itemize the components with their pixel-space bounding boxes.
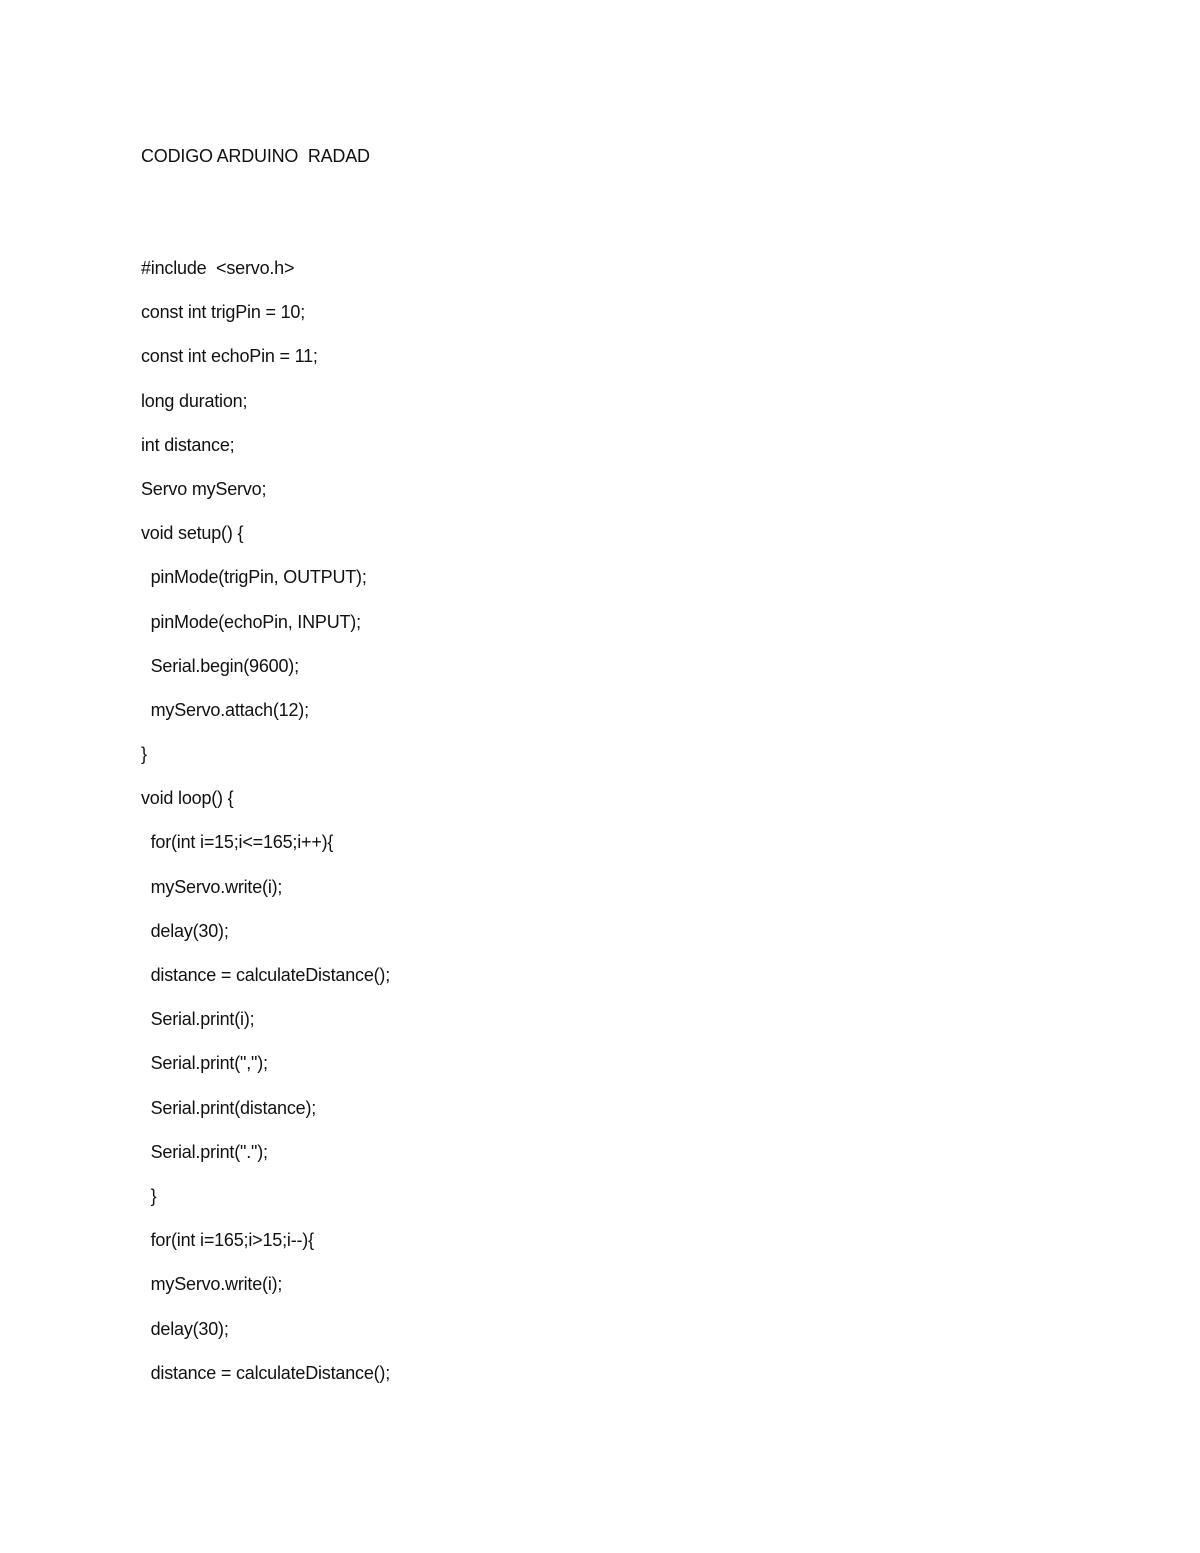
code-block	[141, 256, 390, 1405]
code-line: long duration;	[141, 390, 248, 411]
code-line: #include <servo.h>	[141, 258, 295, 278]
code-line: for(int i=15;i<=165;i++){	[141, 832, 334, 853]
code-line: distance = calculateDistance();	[141, 1362, 391, 1383]
code-line: }	[141, 1185, 157, 1206]
code-line: delay(30);	[141, 1318, 229, 1339]
code-line: for(int i=165;i>15;i--){	[141, 1230, 314, 1251]
code-line: delay(30);	[141, 920, 229, 941]
code-line: pinMode(echoPin, INPUT);	[141, 611, 361, 632]
code-line: pinMode(trigPin, OUTPUT);	[141, 567, 367, 588]
code-line: const int trigPin = 10;	[141, 302, 305, 323]
code-line: void loop() {	[141, 788, 234, 809]
code-line: int distance;	[141, 434, 235, 455]
code-line: distance = calculateDistance();	[141, 965, 391, 985]
document-title: CODIGO ARDUINO RADAD	[141, 146, 370, 166]
code-line: Serial.begin(9600);	[141, 655, 299, 676]
code-line: Serial.print(".");	[141, 1141, 268, 1162]
code-line: Servo myServo;	[141, 478, 267, 499]
code-line: void setup() {	[141, 523, 244, 544]
code-line: myServo.write(i);	[141, 1274, 283, 1295]
code-line: const int echoPin = 11;	[141, 346, 318, 367]
code-line: Serial.print(distance);	[141, 1097, 317, 1118]
code-line: myServo.attach(12);	[141, 699, 309, 720]
code-line: }	[141, 744, 147, 765]
code-line: Serial.print(i);	[141, 1009, 255, 1030]
code-line: myServo.write(i);	[141, 876, 283, 897]
code-line: Serial.print(",");	[141, 1053, 268, 1074]
